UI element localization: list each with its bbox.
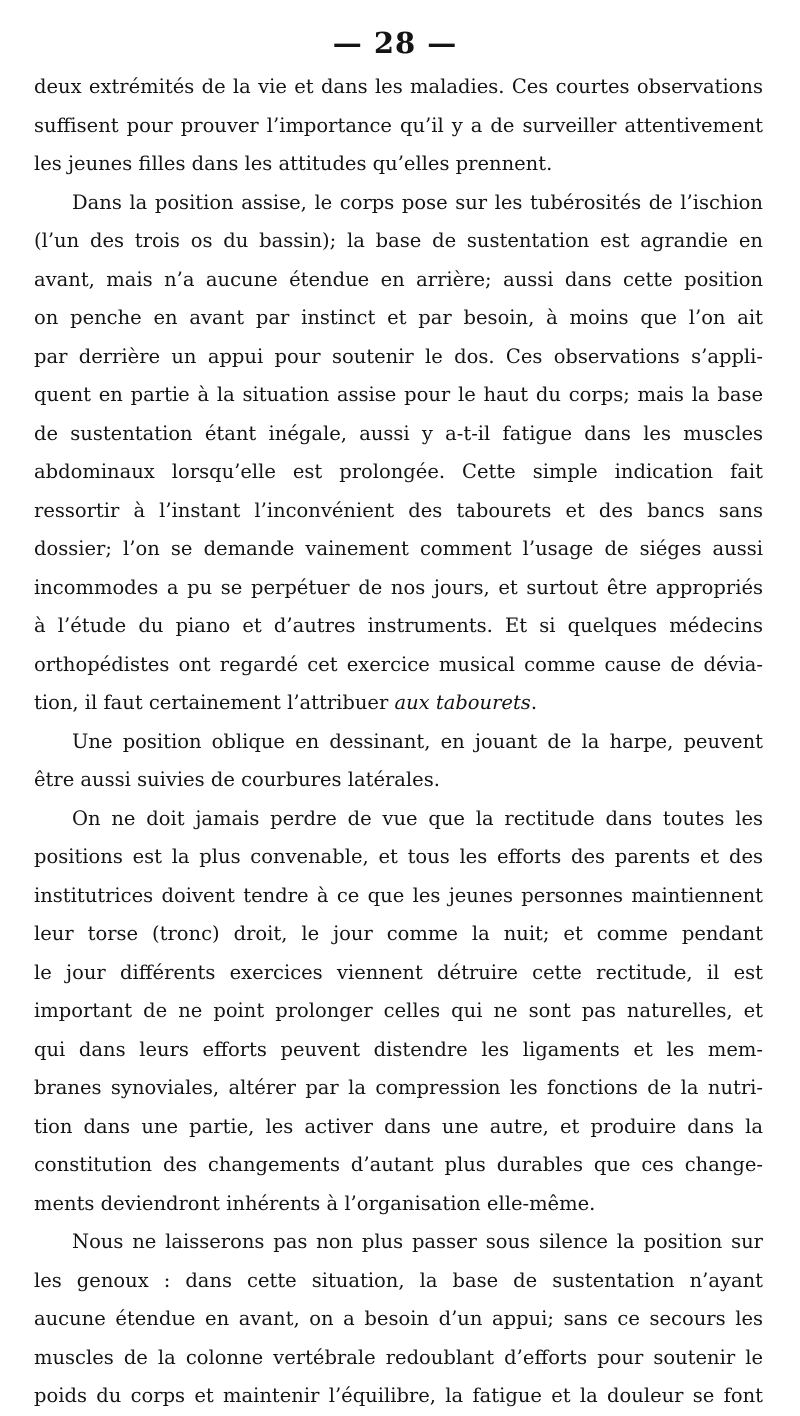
text-line: les genoux : dans cette situation, la base de sustentation n’ayant	[34, 1268, 763, 1292]
text-line: deux extrémités de la vie et dans les maladies. Ces courtes observations	[34, 75, 763, 98]
text-fragment: tion, il faut certainement l’attribuer	[34, 691, 395, 714]
text-line: on penche en avant par instinct et par besoin, à moins que l’on ait	[34, 306, 763, 329]
text-line: Une position oblique en dessinant, en jouant de la harpe, peuvent	[72, 729, 763, 753]
text-line: positions est la plus convenable, et tous les efforts des parents et des	[34, 845, 763, 868]
text-line: tion dans une partie, les activer dans une autre, et produire dans la	[34, 1114, 763, 1138]
text-line: à l’étude du piano et d’autres instruments. Et si quelques médecins	[34, 614, 763, 637]
text-line: branes synoviales, altérer par la compression les fonctions de la nutri-	[34, 1076, 763, 1099]
text-line: poids du corps et maintenir l’équilibre, la fatigue et la douleur se font	[34, 1384, 763, 1407]
text-line: suffisent pour prouver l’importance qu’il y a de surveiller attentivement	[34, 113, 763, 137]
text-line: de sustentation étant inégale, aussi y a-t-il fatigue dans les muscles	[34, 421, 763, 445]
text-line: qui dans leurs efforts peuvent distendre les ligaments et les mem-	[34, 1037, 763, 1061]
text-line: avant, mais n’a aucune étendue en arrière; aussi dans cette position	[34, 267, 763, 291]
text-line: les jeunes filles dans les attitudes qu’elles prennent.	[34, 152, 553, 175]
text-line: être aussi suivies de courbures latérales.	[34, 768, 440, 791]
text-line: important de ne point prolonger celles qui ne sont pas naturelles, et	[34, 999, 763, 1022]
paragraph-2	[34, 184, 763, 723]
text-line: le jour différents exercices viennent détruire cette rectitude, il est	[34, 960, 763, 984]
body-text	[34, 68, 763, 1416]
paragraph-1	[34, 68, 763, 184]
text-line: incommodes a pu se perpétuer de nos jours, et surtout être appropriés	[34, 575, 763, 599]
text-line: dossier; l’on se demande vainement comment l’usage de siéges aussi	[34, 537, 763, 560]
text-line: par derrière un appui pour soutenir le dos. Ces observations s’appli-	[34, 344, 763, 368]
text-line: (l’un des trois os du bassin); la base de sustentation est agrandie en	[34, 229, 763, 252]
paragraph-4	[34, 800, 763, 1224]
paragraph-5	[34, 1223, 763, 1416]
text-line: ments deviendront inhérents à l’organisation elle-même.	[34, 1191, 596, 1215]
text-line: Dans la position assise, le corps pose sur les tubérosités de l’ischion	[72, 190, 763, 214]
text-line: constitution des changements d’autant plus durables que ces change-	[34, 1153, 763, 1176]
text-line: orthopédistes ont regardé cet exercice musical comme cause de dévia-	[34, 652, 763, 676]
text-line: institutrices doivent tendre à ce que les jeunes personnes maintiennent	[34, 883, 763, 907]
text-line: muscles de la colonne vertébrale redoublant d’efforts pour soutenir le	[34, 1345, 763, 1369]
page-number: — 28 —	[332, 26, 458, 60]
text-line: abdominaux lorsqu’elle est prolongée. Cette simple indication fait	[34, 460, 763, 483]
text-line: leur torse (tronc) droit, le jour comme la nuit; et comme pendant	[34, 922, 763, 945]
text-line	[34, 684, 763, 723]
paragraph-3	[34, 723, 763, 800]
text-fragment: .	[530, 691, 538, 714]
text-line: quent en partie à la situation assise pour le haut du corps; mais la base	[34, 383, 763, 406]
italic-emphasis: aux tabourets	[394, 691, 531, 714]
text-line: ressortir à l’instant l’inconvénient des tabourets et des bancs sans	[34, 498, 763, 522]
text-line: Nous ne laisserons pas non plus passer sous silence la position sur	[72, 1230, 763, 1253]
text-line: On ne doit jamais perdre de vue que la rectitude dans toutes les	[72, 806, 763, 830]
text-line: aucune étendue en avant, on a besoin d’un appui; sans ce secours les	[34, 1307, 763, 1330]
